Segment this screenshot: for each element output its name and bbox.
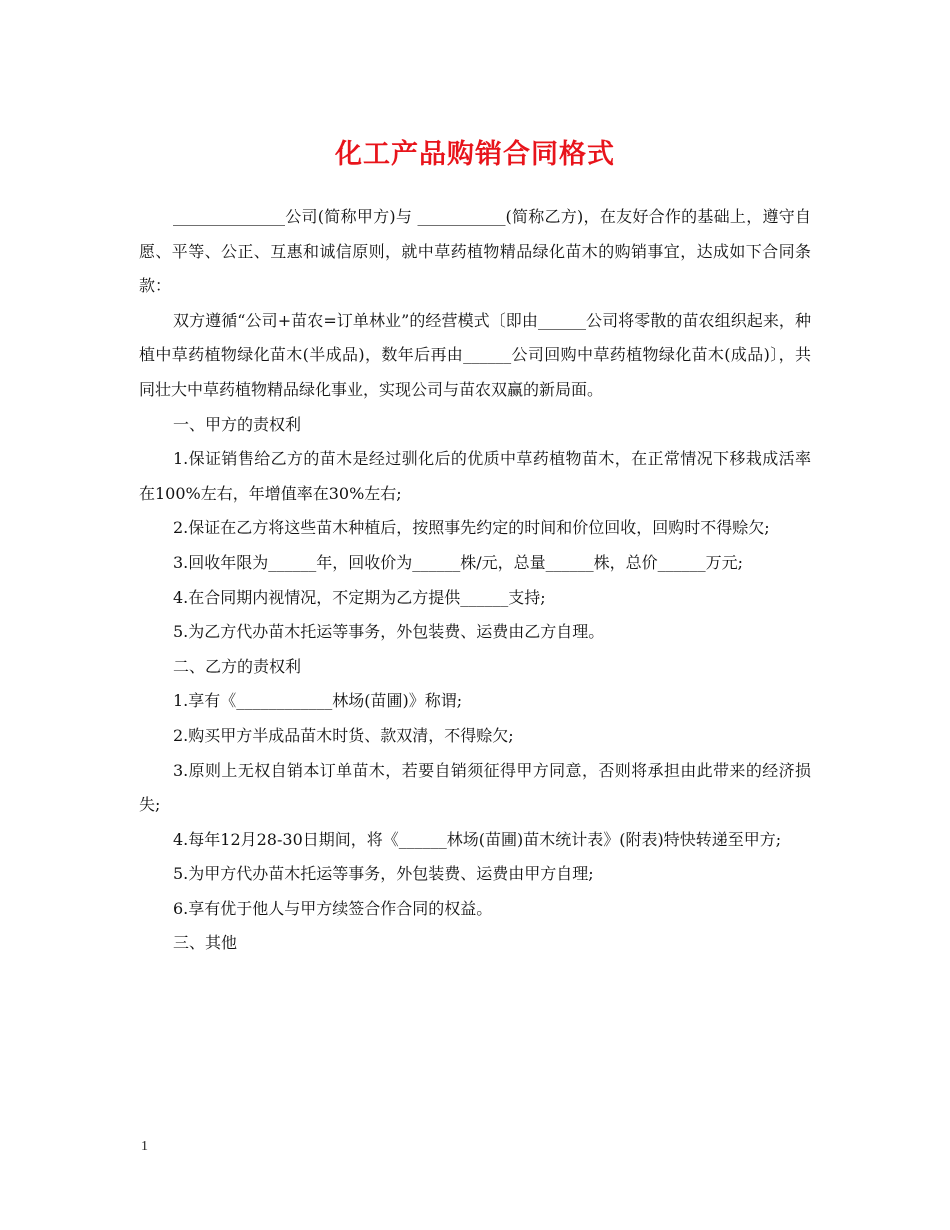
paragraph: ______________公司(简称甲方)与 ___________(简称乙方)，在友好合作的基础上，遵守自愿、平等、公正、互惠和诚信原则，就中草药植物精品绿化苗木的购销事宜，达成如下合同条款： bbox=[139, 207, 811, 296]
page-number: 1 bbox=[141, 1139, 148, 1154]
clause: 4.在合同期内视情况，不定期为乙方提供______支持; bbox=[173, 587, 546, 607]
clause: 1.保证销售给乙方的苗木是经过驯化后的优质中草药植物苗木，在正常情况下移栽成活率在100%左右，年增值率在30%左右; bbox=[139, 449, 811, 503]
clause: 6.享有优于他人与甲方续签合作合同的权益。 bbox=[173, 898, 493, 918]
clause: 4.每年12月28-30日期间，将《______林场(苗圃)苗木统计表》(附表)特快转递至甲方; bbox=[173, 829, 782, 849]
document-body bbox=[139, 200, 811, 961]
section-heading: 三、其他 bbox=[173, 933, 238, 953]
section-heading: 一、甲方的责权利 bbox=[173, 414, 302, 434]
document-title: 化工产品购销合同格式 bbox=[335, 139, 615, 170]
clause: 5.为甲方代办苗木托运等事务，外包装费、运费由甲方自理; bbox=[173, 864, 594, 884]
clause: 1.享有《____________林场(苗圃)》称谓; bbox=[173, 691, 463, 711]
section-heading: 二、乙方的责权利 bbox=[173, 656, 302, 676]
clause: 2.保证在乙方将这些苗木种植后，按照事先约定的时间和价位回收，回购时不得赊欠; bbox=[173, 518, 770, 538]
clause: 3.回收年限为______年，回收价为______株/元，总量______株，总价______万元; bbox=[173, 552, 744, 572]
clause: 5.为乙方代办苗木托运等事务，外包装费、运费由乙方自理。 bbox=[173, 622, 605, 642]
clause: 3.原则上无权自销本订单苗木，若要自销须征得甲方同意，否则将承担由此带来的经济损失; bbox=[139, 760, 811, 815]
paragraph: 双方遵循“公司+苗农=订单林业”的经营模式〔即由______公司将零散的苗农组织起来，种植中草药植物绿化苗木(半成品)，数年后再由______公司回购中草药植物绿化苗木(成品)〕，共同壮大中草药植物精品绿化事业，实现公司与苗农双赢的新局面。 bbox=[139, 310, 811, 399]
clause: 2.购买甲方半成品苗木时货、款双清，不得赊欠; bbox=[173, 725, 514, 745]
